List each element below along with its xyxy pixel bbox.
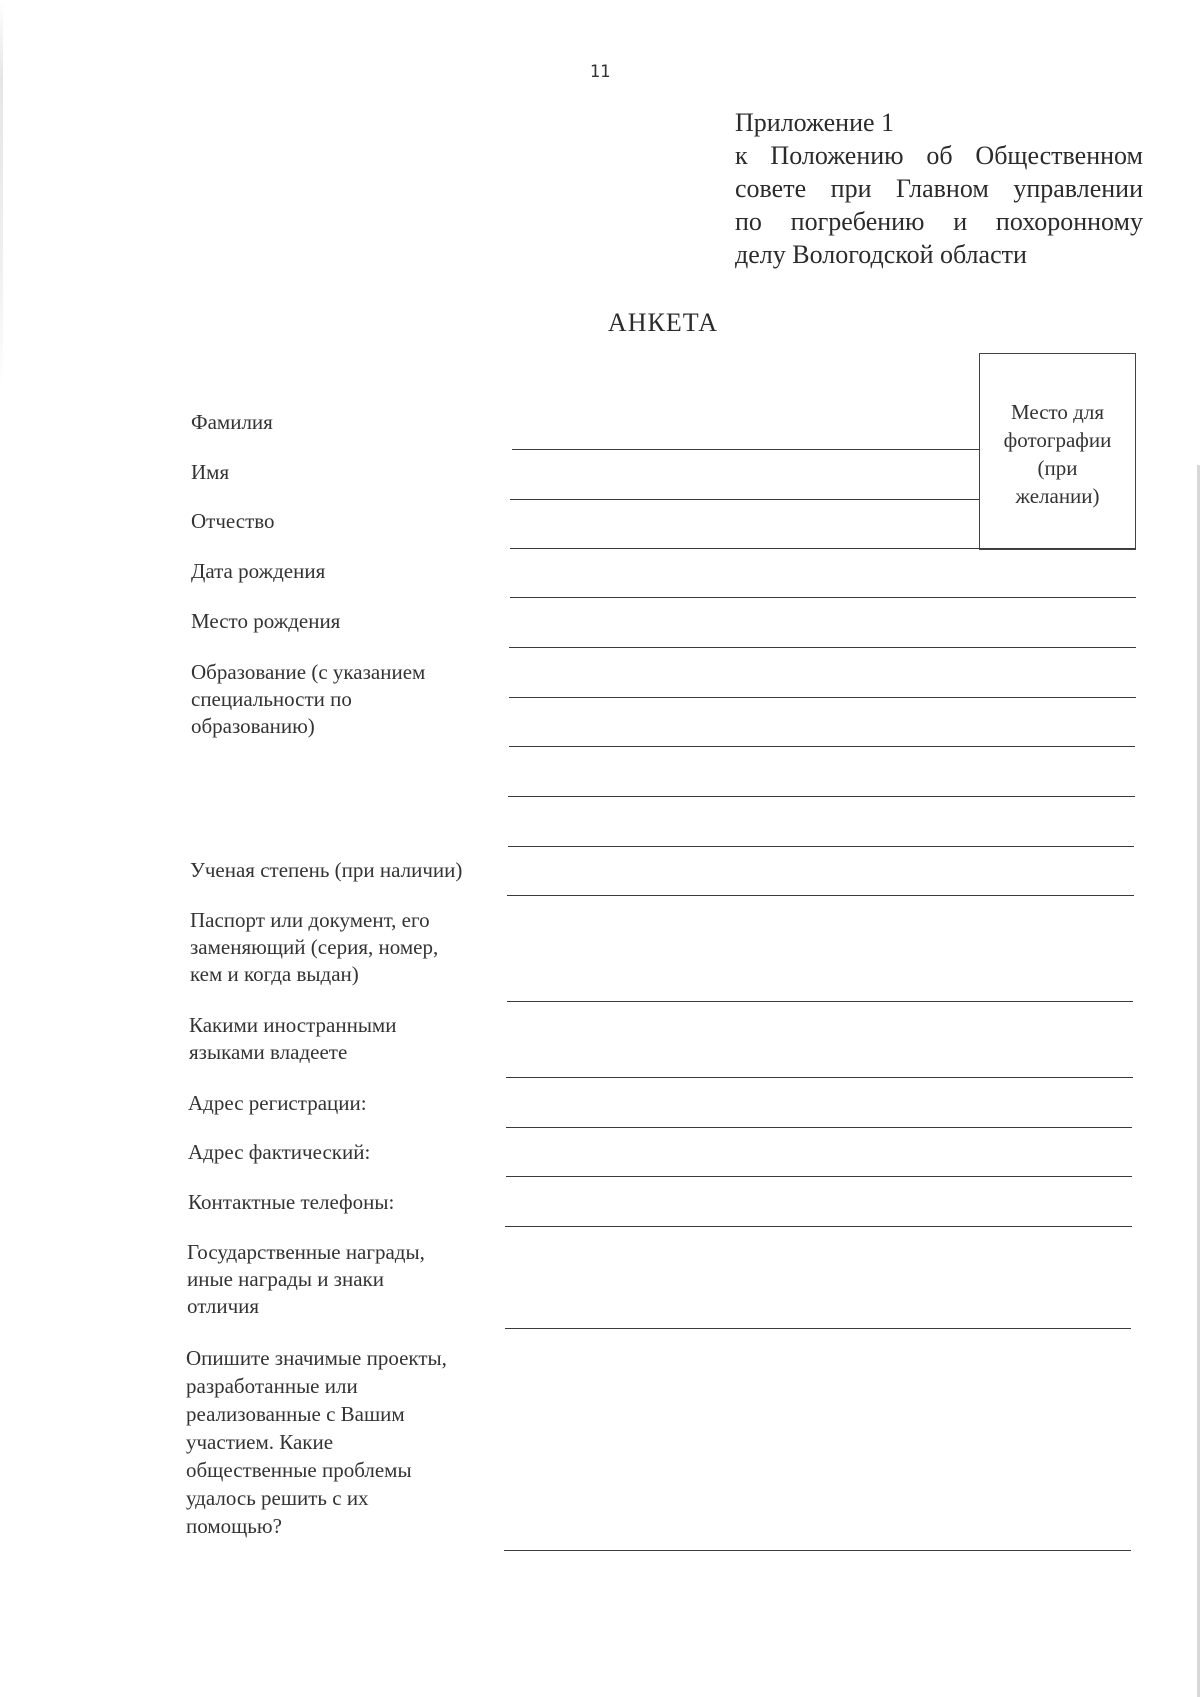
answer-line-actual-address[interactable] xyxy=(506,1176,1132,1177)
label-awards-3: отличия xyxy=(187,1294,260,1318)
form-title: АНКЕТА xyxy=(607,308,719,337)
answer-line-education-3[interactable] xyxy=(508,796,1135,797)
answer-line-projects[interactable] xyxy=(504,1550,1131,1551)
answer-line-degree[interactable] xyxy=(507,895,1134,896)
appendix-line-2: к Положению об Общественном xyxy=(735,141,1143,170)
photo-caption-line-2: фотографии xyxy=(1003,428,1112,452)
label-passport-1: Паспорт или документ, его xyxy=(190,908,430,932)
page-number: 11 xyxy=(589,62,611,82)
label-education-3: образованию) xyxy=(191,714,315,738)
answer-line-languages[interactable] xyxy=(506,1077,1133,1078)
label-projects-2: разработанные или xyxy=(186,1374,358,1398)
photo-caption-line-3: (при xyxy=(1037,456,1078,480)
label-awards-2: иные награды и знаки xyxy=(187,1267,384,1291)
label-actual-address: Адрес фактический: xyxy=(188,1140,371,1164)
label-patronymic: Отчество xyxy=(191,509,275,533)
label-reg-address: Адрес регистрации: xyxy=(188,1091,367,1115)
photo-caption-line-4: желании) xyxy=(1015,484,1100,508)
answer-line-birth-place[interactable] xyxy=(509,647,1136,648)
answer-line-education-2[interactable] xyxy=(509,746,1135,747)
label-phones: Контактные телефоны: xyxy=(188,1190,395,1214)
answer-line-surname[interactable] xyxy=(512,449,979,450)
label-languages-1: Какими иностранными xyxy=(189,1013,397,1037)
label-passport-2: заменяющий (серия, номер, xyxy=(190,935,439,959)
answer-line-phones[interactable] xyxy=(505,1226,1132,1227)
label-passport-3: кем и когда выдан) xyxy=(190,962,359,986)
label-languages-2: языками владеете xyxy=(189,1040,348,1064)
label-education-1: Образование (с указанием xyxy=(191,660,426,684)
label-projects-3: реализованные с Вашим xyxy=(186,1402,405,1426)
appendix-line-5: делу Вологодской области xyxy=(735,240,1027,269)
label-projects-4: участием. Какие xyxy=(186,1430,334,1454)
label-awards-1: Государственные награды, xyxy=(187,1240,425,1264)
label-projects-7: помощью? xyxy=(186,1514,282,1538)
label-birth-date: Дата рождения xyxy=(191,559,326,583)
answer-line-education-4[interactable] xyxy=(508,846,1134,847)
label-education-2: специальности по xyxy=(191,687,352,711)
appendix-line-4: по погребению и похоронному xyxy=(735,207,1143,236)
label-name: Имя xyxy=(191,460,230,484)
answer-line-education-1[interactable] xyxy=(509,697,1136,698)
answer-line-patronymic[interactable] xyxy=(510,548,1136,549)
label-birth-place: Место рождения xyxy=(191,609,341,633)
answer-line-name[interactable] xyxy=(510,499,979,500)
photo-caption-line-1: Место для xyxy=(1010,400,1105,424)
label-projects-6: удалось решить с их xyxy=(186,1486,369,1510)
label-projects-5: общественные проблемы xyxy=(186,1458,412,1482)
photo-box-caption xyxy=(979,398,1136,510)
label-surname: Фамилия xyxy=(191,410,273,434)
label-degree: Ученая степень (при наличии) xyxy=(190,858,463,882)
appendix-line-1: Приложение 1 xyxy=(735,108,895,137)
appendix-line-3: совете при Главном управлении xyxy=(735,174,1143,203)
appendix-header xyxy=(735,106,1143,271)
answer-line-passport[interactable] xyxy=(507,1001,1133,1002)
label-projects-1: Опишите значимые проекты, xyxy=(186,1346,447,1370)
answer-line-reg-address[interactable] xyxy=(506,1127,1132,1128)
answer-line-birth-date[interactable] xyxy=(510,597,1136,598)
answer-line-awards[interactable] xyxy=(505,1328,1131,1329)
